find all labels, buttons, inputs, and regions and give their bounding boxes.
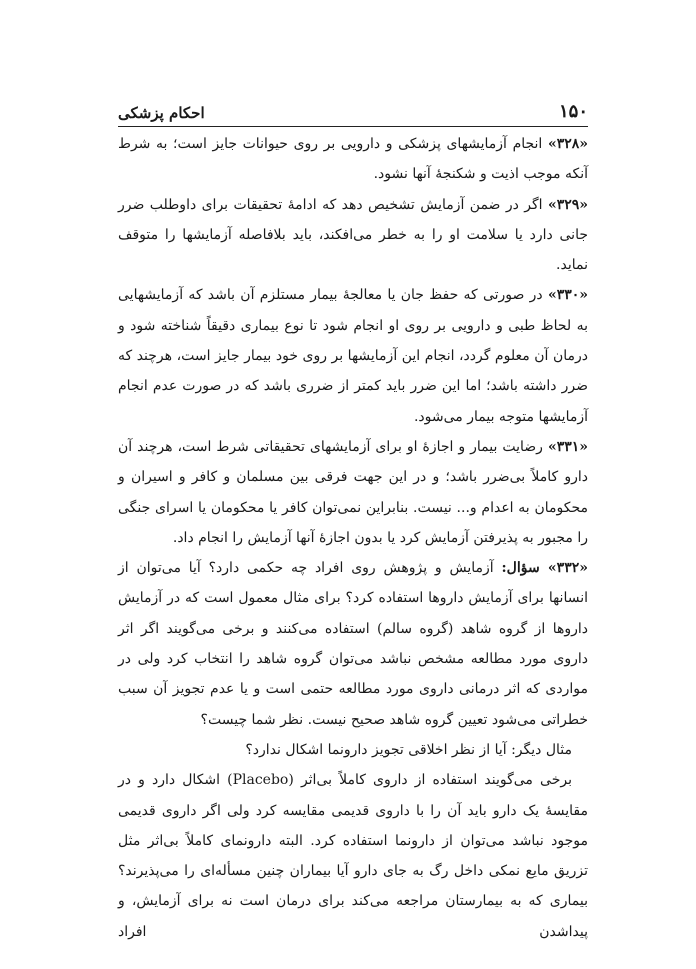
issue-number: «۳۳۱»	[547, 438, 588, 455]
book-title: احکام پزشکی	[118, 104, 205, 122]
book-page	[118, 96, 588, 947]
paragraph-text: برخی می‌گویند استفاده از داروی کاملاً بی‌اثر (Placebo) اشکال دارد و در مقایسهٔ یک دارو باید آن را با داروی قدیمی مقایسه کرد ولی اگر داروی قدیمی موجود نباشد می‌توان از دارونما استفاده کرد. البته دارونمای کاملاً بی‌اثر مثل تزریق مایع نمکی داخل رگ به جای دارو آیا بیماران چنین مسأله‌ای را می‌پذیرند؟ بیماری که به بیمارستان مراجعه می‌کند برای درمان است نه برای آزمایش، و پیداشدن افراد	[118, 772, 588, 940]
page-header	[118, 96, 588, 122]
paragraph-example	[118, 735, 588, 765]
issue-number: «۳۲۹»	[547, 196, 588, 213]
paragraph-text: اگر در ضمن آزمایش تشخیص دهد که ادامهٔ تحقیقات برای داوطلب ضرر جانی دارد یا سلامت او را به خطر می‌افکند، باید بلافاصله آزمایشها را متوقف نماید.	[118, 196, 588, 274]
paragraph-text: انجام آزمایشهای پزشکی و دارویی بر روی حیوانات جایز است؛ به شرط آنکه موجب اذیت و شکنجهٔ آنها نشود.	[118, 136, 588, 183]
paragraph-332	[118, 553, 588, 735]
paragraph-text: آزمایش و پژوهش روی افراد چه حکمی دارد؟ آیا می‌توان از انسانها برای آزمایش داروها استفاده کرد؟ برای مثال معمول است که در آزمایش داروها از گروه شاهد (گروه سالم) استفاده می‌کنند و برخی می‌گویند اگر اثر داروی مورد مطالعه مشخص نباشد می‌توان گروه شاهد را انتخاب کرد ولی در مواردی که اثر درمانی داروی مورد مطالعه حتمی است و یا عدم تجویز آن سبب خطراتی می‌شود تعیین گروه شاهد صحیح نیست. نظر شما چیست؟	[118, 560, 588, 728]
paragraph-text: مثال دیگر: آیا از نظر اخلاقی تجویز دارونما اشکال ندارد؟	[245, 741, 572, 758]
paragraph-329	[118, 190, 588, 281]
paragraph-328	[118, 129, 588, 190]
header-rule	[118, 126, 588, 127]
page-number: ۱۵۰	[558, 101, 588, 122]
issue-number: «۳۳۰»	[547, 287, 588, 304]
issue-number: «۳۲۸»	[547, 136, 588, 152]
paragraph-330	[118, 280, 588, 431]
page-body	[118, 129, 588, 947]
question-label: سؤال:	[501, 560, 548, 577]
paragraph-text: در صورتی که حفظ جان یا معالجهٔ بیمار مستلزم آن باشد که آزمایشهایی به لحاظ طبی و دارویی بر روی او انجام شود تا نوع بیماری دقیقاً شناخته شود و درمان آن معلوم گردد، انجام این آزمایشها بر روی خود بیمار جایز است، هرچند که ضرر داشته باشد؛ اما این ضرر باید کمتر از ضرری باشد که در صورت عدم انجام آزمایشها متوجه بیمار می‌شود.	[118, 287, 588, 425]
paragraph-text: رضایت بیمار و اجازهٔ او برای آزمایشهای تحقیقاتی شرط است، هرچند آن دارو کاملاً بی‌ضرر باشد؛ و در این جهت فرقی بین مسلمان و کافر و اسیران و محکومان به اعدام و... نیست. بنابراین نمی‌توان کافر یا محکومان یا اسرای جنگی را مجبور به پذیرفتن آزمایش کرد یا بدون اجازهٔ آنها آزمایش را انجام داد.	[118, 438, 588, 546]
paragraph-placebo	[118, 765, 588, 947]
issue-number: «۳۳۲»	[547, 560, 588, 577]
paragraph-331	[118, 432, 588, 553]
